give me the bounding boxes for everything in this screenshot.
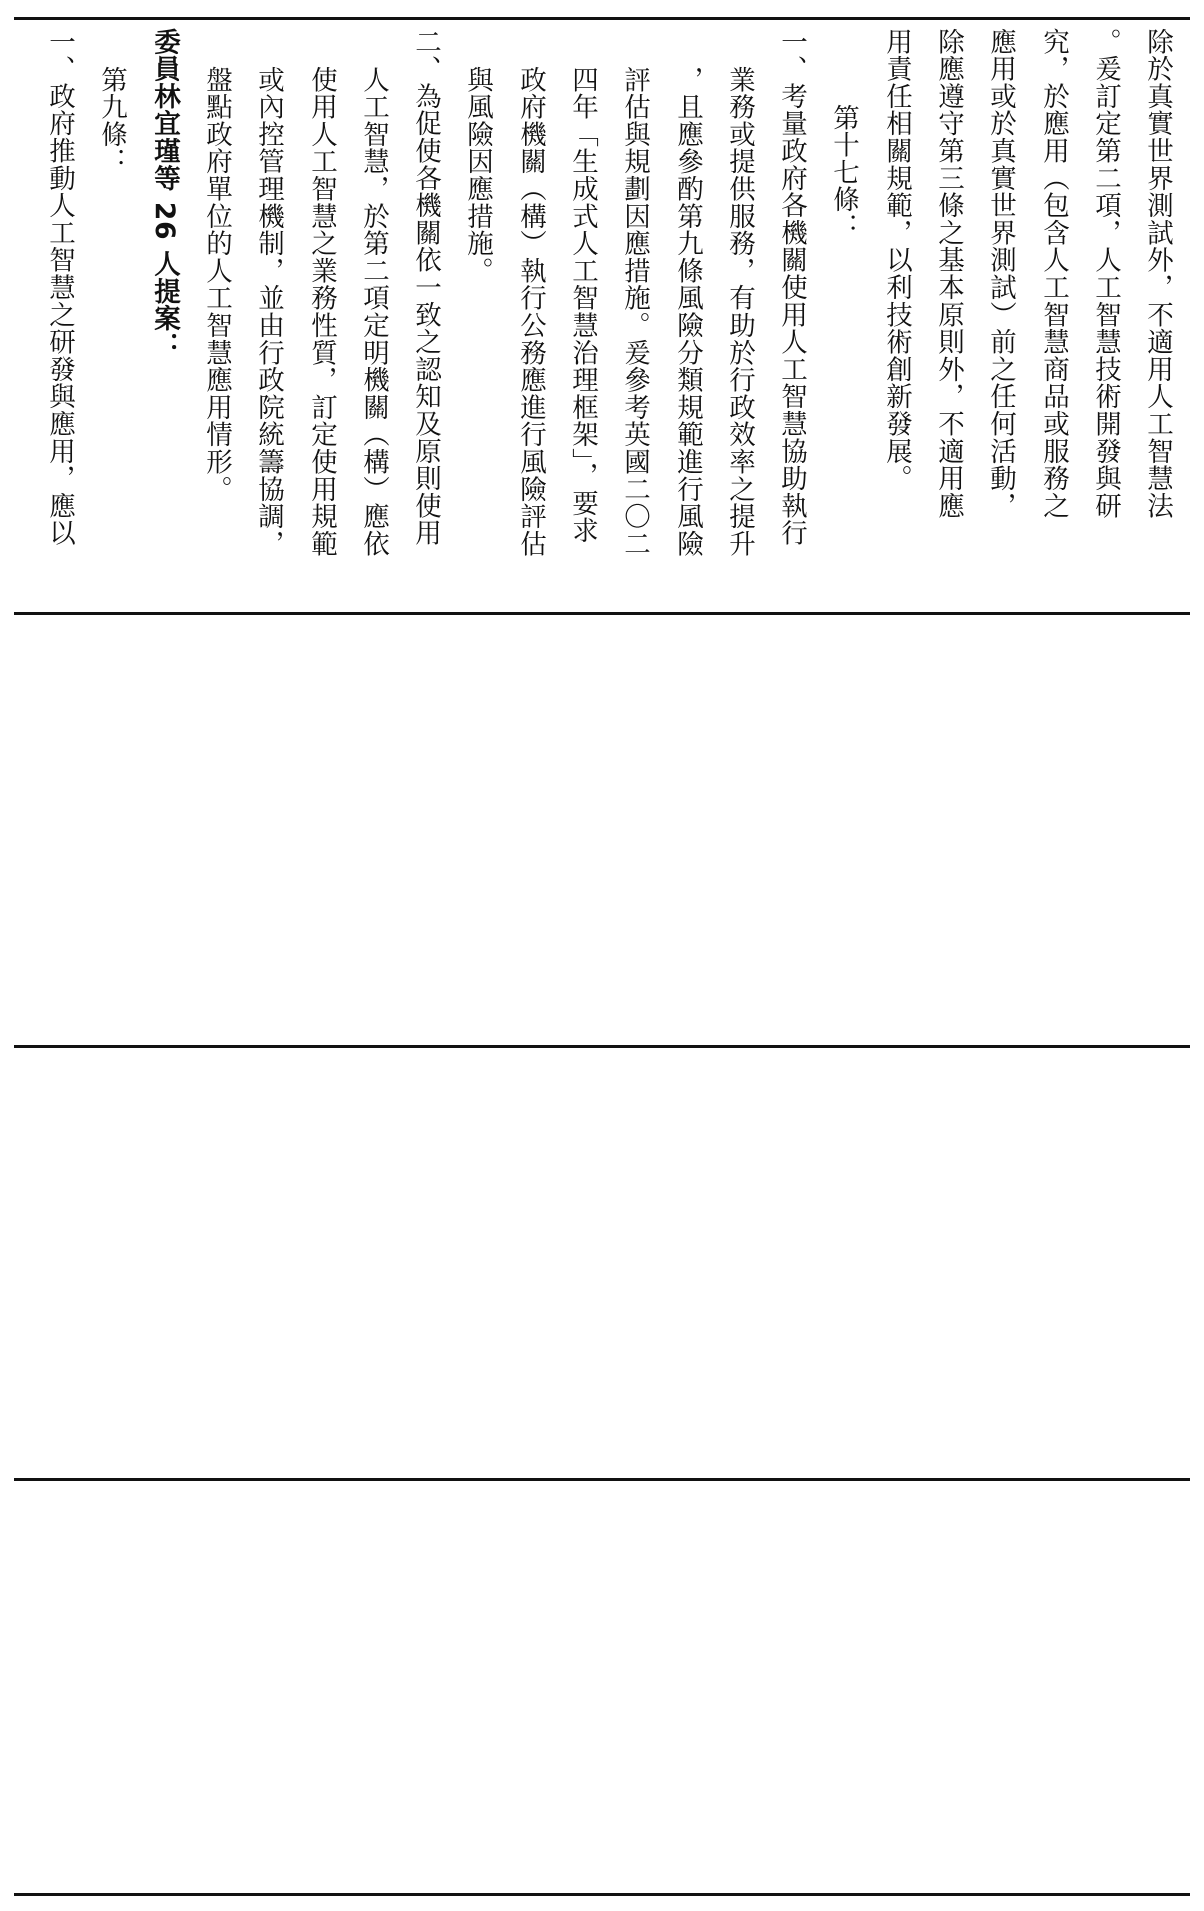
text-column: 使用人工智慧之業務性質，訂定使用規範 [306, 66, 337, 558]
text-column: 應用或於真實世界測試）前之任何活動， [985, 28, 1016, 520]
text-column: 或內控管理機制，並由行政院統籌協調， [253, 66, 284, 558]
text-column: 一、政府推動人工智慧之研發與應用，應以 [44, 28, 75, 547]
text-column: 人工智慧，於第二項定明機關（構）應依 [358, 66, 389, 558]
text-column: 評估與規劃因應措施。爰參考英國二〇二 [619, 66, 650, 558]
article-heading: 第十七條： [828, 104, 859, 241]
article-heading: 第九條： [96, 66, 127, 176]
top-rule [14, 17, 1190, 20]
blank-section [14, 615, 1190, 1045]
text-column: 與風險因應措施。 [462, 66, 493, 285]
text-column: 政府機關（構）執行公務應進行風險評估 [515, 66, 546, 558]
text-column: 除應遵守第三條之基本原則外，不適用應 [933, 28, 964, 520]
blank-section [14, 1048, 1190, 1478]
text-column: 四年「生成式人工智慧治理框架」，要求 [567, 66, 598, 545]
blank-section [14, 1481, 1190, 1891]
text-column: 業務或提供服務，有助於行政效率之提升 [724, 66, 755, 558]
text-column: 一、考量政府各機關使用人工智慧協助執行 [776, 28, 807, 547]
text-column: 除於真實世界測試外，不適用人工智慧法 [1142, 28, 1173, 520]
proposal-heading: 委員林宜瑾等 26 人提案： [149, 28, 180, 360]
text-column: 用責任相關規範，以利技術創新發展。 [881, 28, 912, 493]
text-column: 究，於應用（包含人工智慧商品或服務之 [1038, 28, 1069, 520]
bottom-rule [14, 1893, 1190, 1896]
document-body [14, 28, 1176, 612]
text-column: 盤點政府單位的人工智慧應用情形。 [201, 66, 232, 503]
text-column: ，且應參酌第九條風險分類規範進行風險 [672, 66, 703, 558]
text-column: 。爰訂定第二項，人工智慧技術開發與研 [1090, 28, 1121, 520]
text-column: 二、為促使各機關依一致之認知及原則使用 [410, 28, 441, 547]
